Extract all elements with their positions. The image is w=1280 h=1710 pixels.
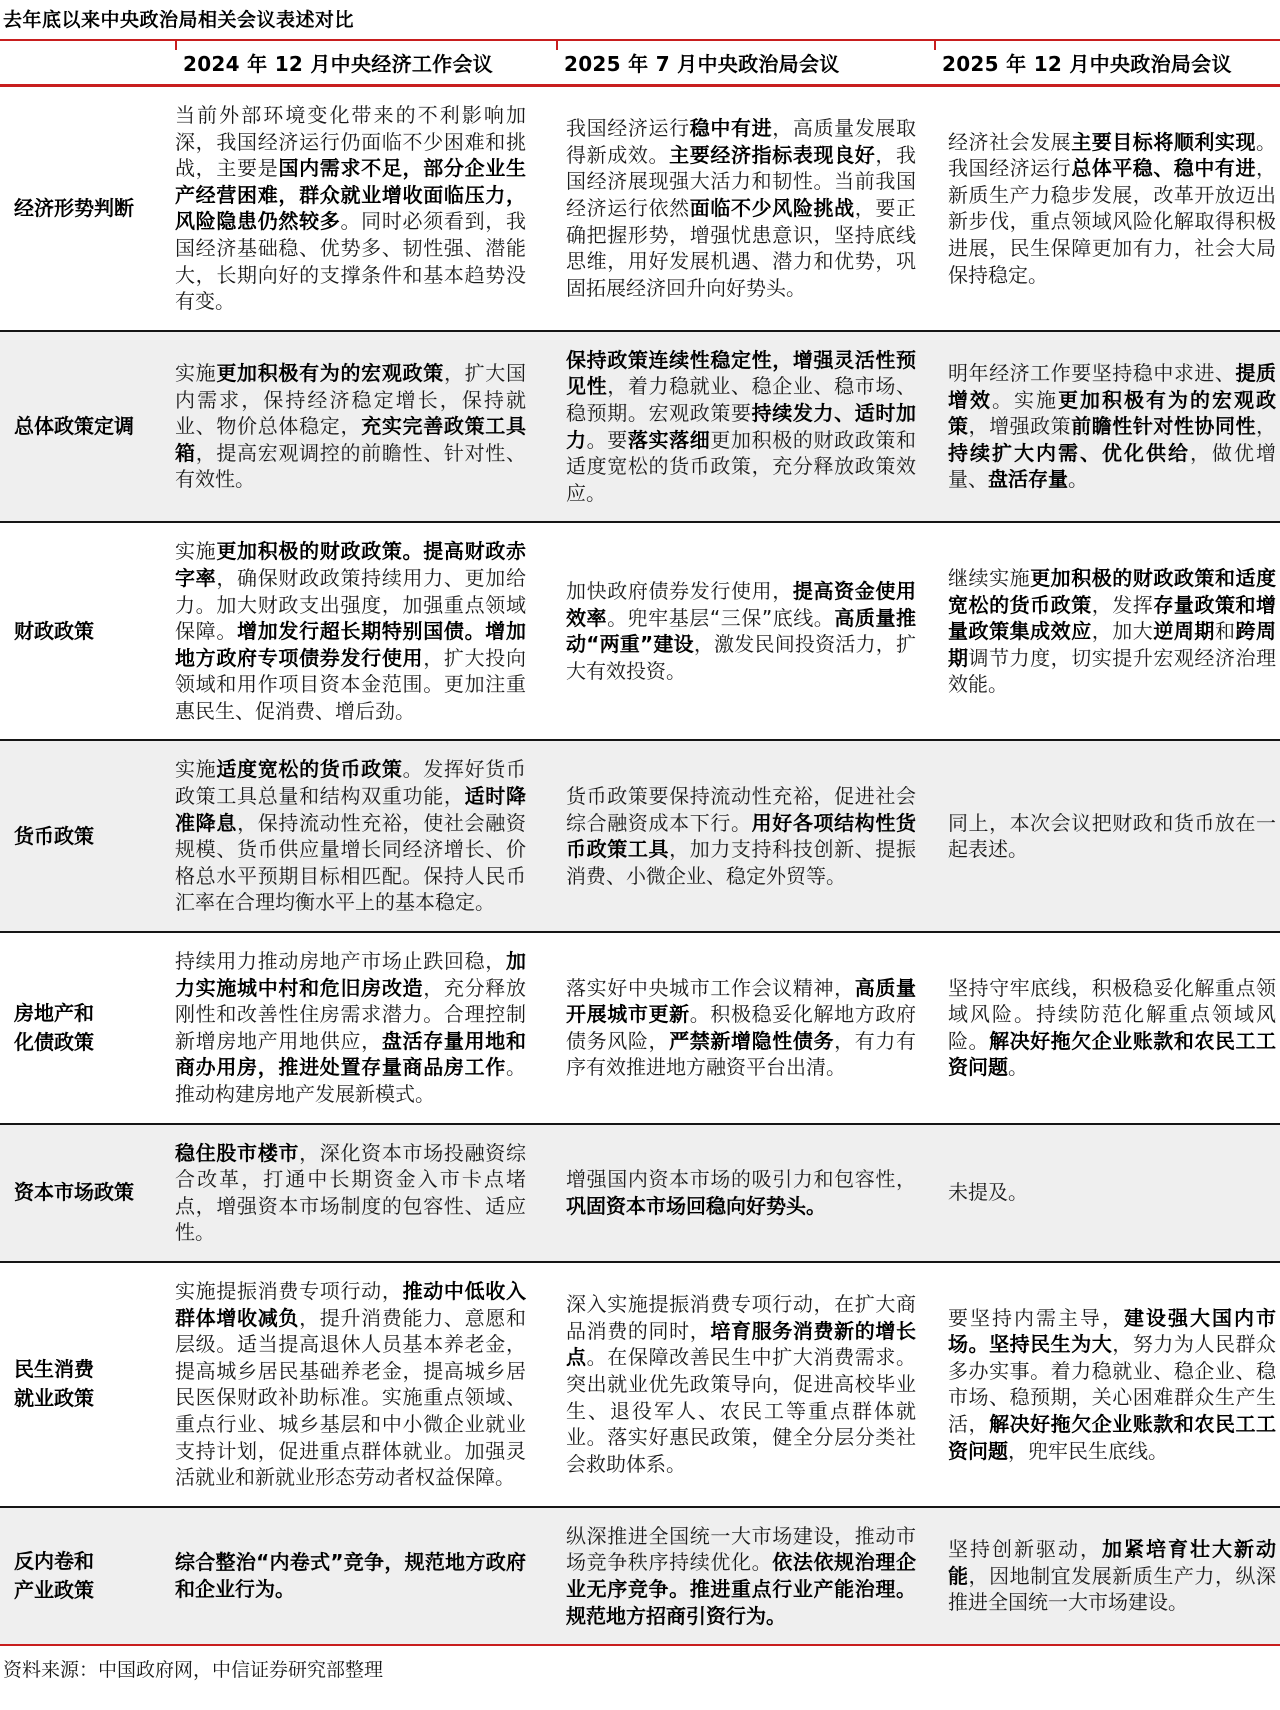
statement-cell: 明年经济工作要坚持稳中求进、提质增效。实施更加积极有为的宏观政策，增强政策前瞻性针对性协同性，持续扩大内需、优化供给，做优增量、盘活存量。 [948,361,1277,492]
statement-cell: 实施适度宽松的货币政策。发挥好货币政策工具总量和结构双重功能，适时降准降息，保持流动性充裕，使社会融资规模、货币供应量增长同经济增长、价格总水平预期目标相匹配。保持人民币汇率在合理均衡水平上的基本稳定。 [175,757,526,915]
statement-cell: 落实好中央城市工作会议精神，高质量开展城市更新。积极稳妥化解地方政府债务风险，严禁新增隐性债务，有力有序有效推进地方融资平台出清。 [566,975,916,1080]
table-header [0,40,1280,86]
row-label: 总体政策定调 [14,414,134,439]
table-row [0,740,1280,932]
statement-cell: 继续实施更加积极的财政政策和适度宽松的货币政策，发挥存量政策和增量政策集成效应，加大逆周期和跨周期调节力度，切实提升宏观经济治理效能。 [948,565,1277,697]
corner-cell [0,40,175,86]
row-label: 反内卷和 产业政策 [14,1548,94,1602]
page-title: 去年底以来中央政治局相关会议表述对比 [3,9,355,31]
statement-cell: 实施提振消费专项行动，推动中低收入群体增收减负，提升消费能力、意愿和层级。适当提高退休人员基本养老金，提高城乡居民基础养老金，提高城乡居民医保财政补助标准。实施重点领域、重点行业、城乡基层和中小微企业就业支持计划，促进重点群体就业。加强灵活就业和新就业形态劳动者权益保障。 [175,1278,526,1490]
statement-cell: 经济社会发展主要目标将顺利实现。我国经济运行总体平稳、稳中有进，新质生产力稳步发展，改革开放迈出新步伐，重点领域风险化解取得积极进展，民生保障更加有力，社会大局保持稳定。 [948,129,1277,287]
row-label: 民生消费 就业政策 [14,1357,94,1411]
statement-cell: 实施更加积极的财政政策。提高财政赤字率，确保财政政策持续用力、更加给力。加大财政支出强度，加强重点领域保障。增加发行超长期特别国债。增加地方政府专项债券发行使用，扩大投向领域和用作项目资本金范围。更加注重惠民生、促消费、增后劲。 [175,539,526,723]
table-row [0,1507,1280,1645]
table-row [0,1262,1280,1507]
statement-cell: 加快政府债券发行使用，提高资金使用效率。兜牢基层“三保”底线。高质量推动“两重”建设，激发民间投资活力，扩大有效投资。 [566,579,917,683]
column-header-2: 2025 年 7 月中央政治局会议 [556,40,934,86]
row-label: 货币政策 [14,823,94,848]
statement-cell: 未提及。 [948,1180,1028,1205]
header-row [0,40,1280,86]
statement-cell: 保持政策连续性稳定性，增强灵活性预见性，着力稳就业、稳企业、稳市场、稳预期。宏观政策要持续发力、适时加力。要落实落细更加积极的财政政策和适度宽松的货币政策，充分释放政策效应。 [566,347,916,505]
statement-cell: 要坚持内需主导，建设强大国内市场。坚持民生为大，努力为人民群众多办实事。着力稳就业、稳企业、稳市场、稳预期，关心困难群众生产生活，解决好拖欠企业账款和农民工工资问题，兜牢民生底线。 [948,1305,1277,1463]
column-header-3: 2025 年 12 月中央政治局会议 [934,40,1280,86]
statement-cell: 实施更加积极有为的宏观政策，扩大国内需求，保持经济稳定增长，保持就业、物价总体稳定，充实完善政策工具箱，提高宏观调控的前瞻性、针对性、有效性。 [175,361,526,492]
statement-cell: 持续用力推动房地产市场止跌回稳，加力实施城中村和危旧房改造，充分释放刚性和改善性住房需求潜力。合理控制新增房地产用地供应，盘活存量用地和商办用房，推进处置存量商品房工作。推动构建房地产发展新模式。 [175,949,526,1106]
statement-cell: 我国经济运行稳中有进，高质量发展取得新成效。主要经济指标表现良好，我国经济展现强大活力和韧性。当前我国经济运行依然面临不少风险挑战，要正确把握形势，增强忧患意识，坚持底线思维，用好发展机遇、潜力和优势，巩固拓展经济回升向好势头。 [566,116,916,300]
statement-cell: 深入实施提振消费专项行动，在扩大商品消费的同时，培育服务消费新的增长点。在保障改善民生中扩大消费需求。突出就业优先政策导向，促进高校毕业生、退役军人、农民工等重点群体就业。落实好惠民政策，健全分层分类社会救助体系。 [566,1292,916,1476]
source-note: 资料来源：中国政府网，中信证券研究部整理 [3,1659,384,1682]
column-header-1: 2024 年 12 月中央经济工作会议 [175,40,556,86]
statement-cell: 坚持守牢底线，积极稳妥化解重点领域风险。持续防范化解重点领域风险。解决好拖欠企业账款和农民工工资问题。 [948,975,1277,1080]
row-label: 房地产和 化债政策 [14,1000,94,1054]
statement-cell: 增强国内资本市场的吸引力和包容性，巩固资本市场回稳向好势头。 [566,1167,916,1218]
table-body [0,86,1280,1646]
table-row [0,86,1280,331]
statement-cell: 货币政策要保持流动性充裕，促进社会综合融资成本下行。用好各项结构性货币政策工具，加力支持科技创新、提振消费、小微企业、稳定外贸等。 [566,784,916,888]
row-label: 资本市场政策 [14,1180,134,1205]
statement-cell: 同上，本次会议把财政和货币放在一起表述。 [948,810,1276,862]
row-label: 财政政策 [14,618,94,643]
table-row [0,932,1280,1124]
table-row [0,1124,1280,1262]
statement-cell: 当前外部环境变化带来的不利影响加深，我国经济运行仍面临不少困难和挑战，主要是国内需求不足，部分企业生产经营困难，群众就业增收面临压力，风险隐患仍然较多。同时必须看到，我国经济基础稳、优势多、韧性强、潜能大，长期向好的支撑条件和基本趋势没有变。 [175,103,526,314]
statement-cell: 坚持创新驱动，加紧培育壮大新动能，因地制宜发展新质生产力，纵深推进全国统一大市场建设。 [948,1537,1277,1615]
table-row [0,331,1280,523]
table-row [0,522,1280,740]
row-label: 经济形势判断 [14,195,134,220]
comparison-table [0,39,1280,1646]
statement-cell: 综合整治“内卷式”竞争，规范地方政府和企业行为。 [175,1550,526,1601]
statement-cell: 稳住股市楼市，深化资本市场投融资综合改革，打通中长期资金入市卡点堵点，增强资本市场制度的包容性、适应性。 [175,1140,526,1245]
statement-cell: 纵深推进全国统一大市场建设，推动市场竞争秩序持续优化。依法依规治理企业无序竞争。推进重点行业产能治理。规范地方招商引资行为。 [566,1523,916,1628]
